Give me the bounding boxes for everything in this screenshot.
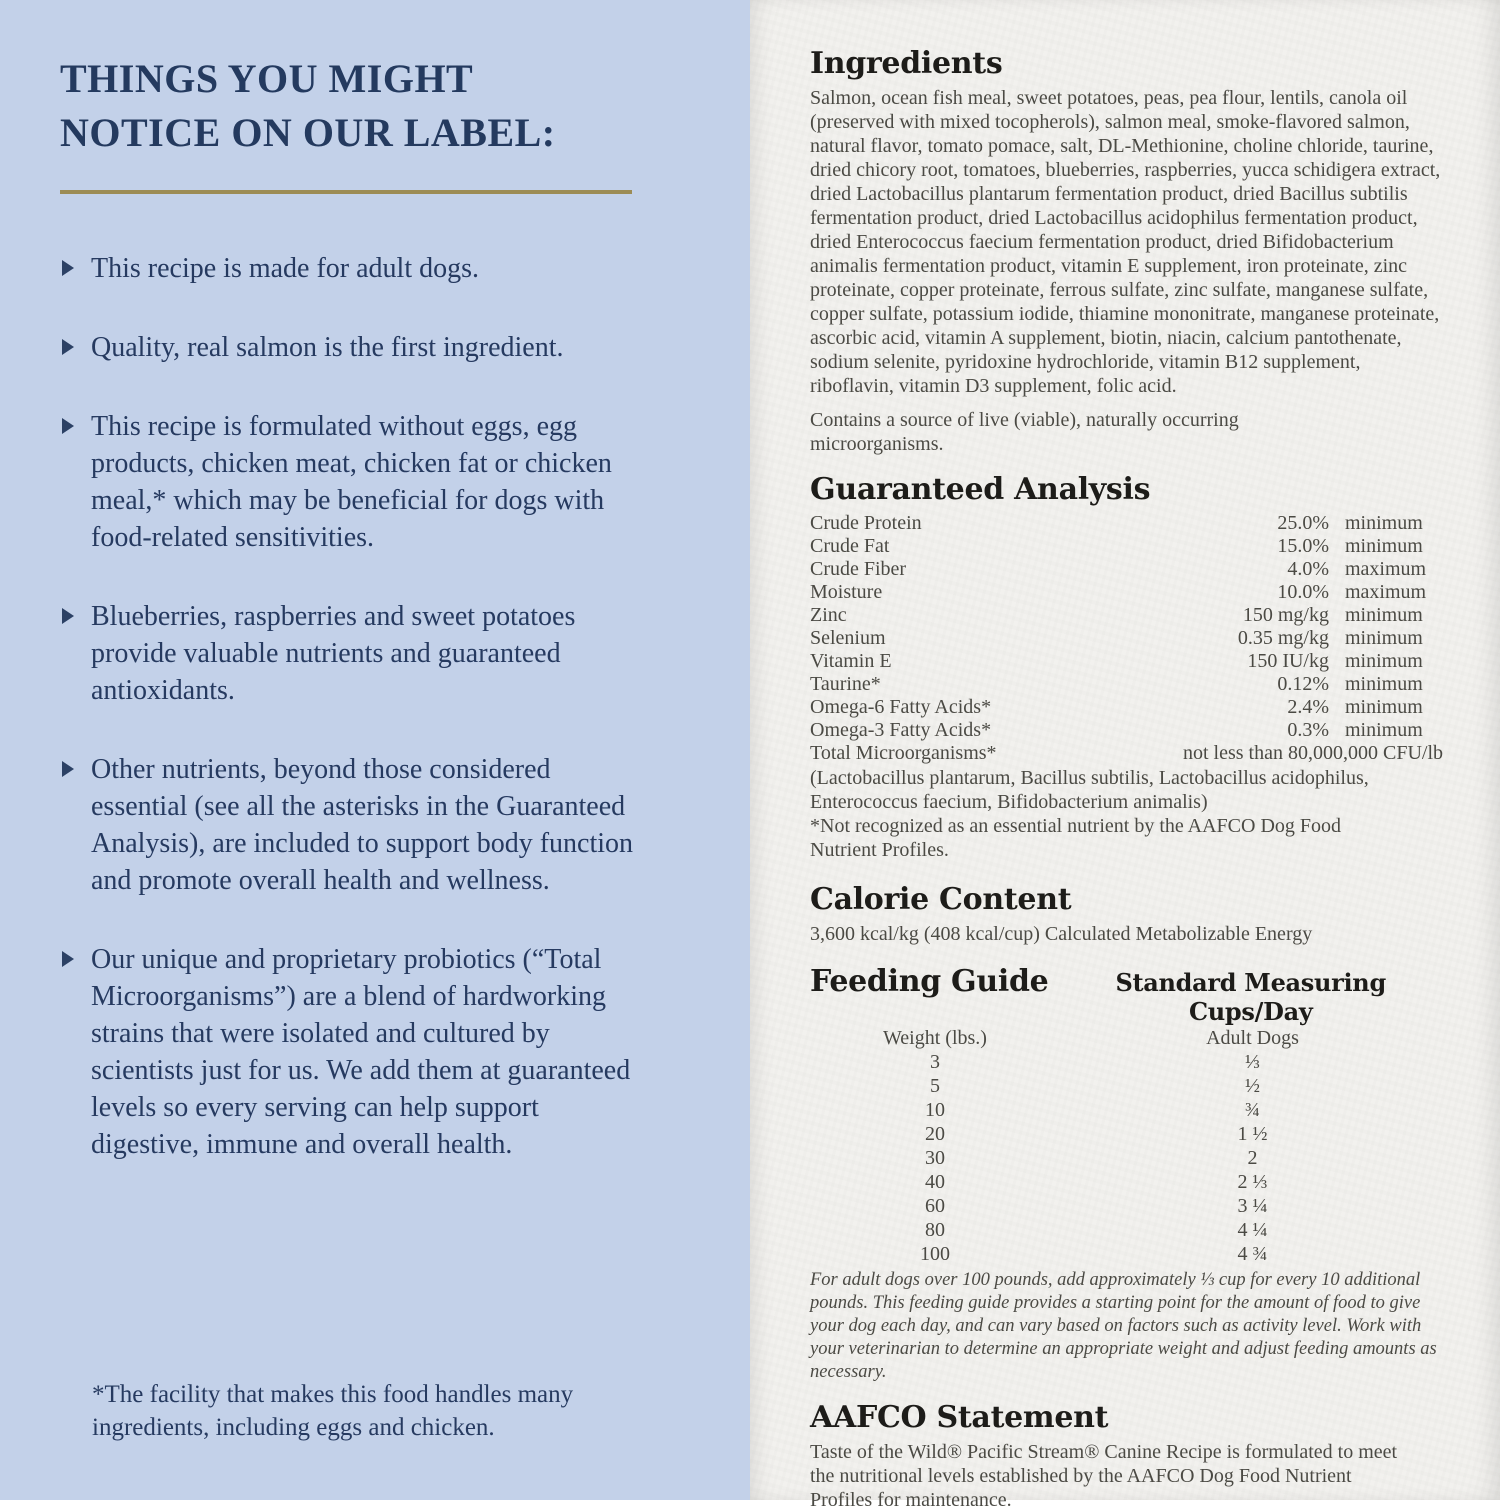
left-panel bbox=[0, 0, 750, 1500]
feeding-guide-row bbox=[810, 1050, 1445, 1074]
ga-label: Crude Protein bbox=[810, 512, 922, 534]
ga-row-microorganisms bbox=[810, 742, 1445, 765]
weight-value: 10 bbox=[925, 1099, 945, 1121]
calorie-content-section bbox=[810, 882, 1445, 946]
ga-row bbox=[810, 535, 1445, 558]
ga-qualifier: maximum bbox=[1345, 581, 1427, 603]
bullet-text: Blueberries, raspberries and sweet potatoes provide valuable nutrients and guaranteed antioxidants. bbox=[91, 601, 576, 706]
bullet-text: This recipe is formulated without eggs, egg products, chicken meat, chicken fat or chicken meal,* which may be beneficial for dogs with food-related sensitivities. bbox=[91, 411, 612, 553]
feeding-guide-heading: Feeding Guide bbox=[810, 964, 1049, 999]
ga-value: not less than 80,000,000 CFU/lb bbox=[1182, 742, 1443, 764]
bullet-text: Quality, real salmon is the first ingredient. bbox=[91, 332, 564, 363]
feeding-guide-row bbox=[810, 1074, 1445, 1098]
weight-value: 30 bbox=[925, 1147, 945, 1169]
bullet-text: This recipe is made for adult dogs. bbox=[91, 253, 480, 284]
ga-value: 150 IU/kg bbox=[1247, 650, 1329, 672]
bullet-item bbox=[60, 250, 722, 287]
feeding-guide-row bbox=[810, 1122, 1445, 1146]
weight-value: 60 bbox=[925, 1195, 945, 1217]
bullet-item bbox=[60, 941, 722, 1163]
ga-row bbox=[810, 627, 1445, 650]
ga-value: 25.0% bbox=[1277, 512, 1329, 534]
triangle-bullet-icon bbox=[62, 339, 74, 355]
calorie-content-heading: Calorie Content bbox=[810, 882, 1072, 917]
ga-qualifier: maximum bbox=[1345, 558, 1427, 580]
weight-value: 40 bbox=[925, 1171, 945, 1193]
ga-row bbox=[810, 581, 1445, 604]
bullet-item bbox=[60, 408, 722, 556]
bullet-text: Our unique and proprietary probiotics (“Total Microorganisms”) are a blend of hardworking strains that were isolated and cultured by scientists just for us. We add them at guaranteed levels so every serving can help support digestive, immune and overall health. bbox=[91, 944, 631, 1160]
ga-value: 0.12% bbox=[1277, 673, 1329, 695]
guaranteed-analysis-heading: Guaranteed Analysis bbox=[810, 472, 1151, 507]
ga-label: Omega-6 Fatty Acids* bbox=[810, 696, 992, 718]
ga-label: Taurine* bbox=[810, 673, 881, 695]
weight-value: 100 bbox=[920, 1243, 950, 1265]
ga-label: Moisture bbox=[810, 581, 883, 603]
bullet-item bbox=[60, 598, 722, 709]
ga-qualifier: minimum bbox=[1345, 604, 1423, 626]
ga-label: Crude Fat bbox=[810, 535, 890, 557]
cups-value: ¾ bbox=[1245, 1099, 1260, 1121]
ga-value: 0.3% bbox=[1287, 719, 1329, 741]
ga-row bbox=[810, 696, 1445, 719]
ga-qualifier: minimum bbox=[1345, 673, 1423, 695]
ga-row bbox=[810, 512, 1445, 535]
cups-value: 2 ⅓ bbox=[1237, 1171, 1268, 1193]
aafco-statement-section bbox=[810, 1400, 1445, 1512]
ingredients-heading: Ingredients bbox=[810, 46, 1003, 81]
ga-label: Selenium bbox=[810, 627, 886, 649]
bullet-item bbox=[60, 751, 722, 899]
ga-value: 150 mg/kg bbox=[1242, 604, 1329, 626]
cups-value: 4 ¼ bbox=[1237, 1219, 1268, 1241]
bullet-item bbox=[60, 329, 722, 366]
ga-row bbox=[810, 604, 1445, 627]
cups-value: 3 ¼ bbox=[1237, 1195, 1268, 1217]
ga-qualifier: minimum bbox=[1345, 512, 1423, 534]
aafco-statement-body: Taste of the Wild® Pacific Stream® Canine Recipe is formulated to meet the nutritional levels established by the AAFCO Dog Food Nutrient Profiles for maintenance. bbox=[810, 1441, 1398, 1511]
ingredients-body: Salmon, ocean fish meal, sweet potatoes, peas, pea flour, lentils, canola oil (preserved with mixed tocopherols), salmon meal, smoke-flavored salmon, natural flavor, tomato pomace, salt, DL-Methionine, choline chloride, taurine, dried chicory root, tomatoes, blueberries, raspberries, yucca schidigera extract, dried Lactobacillus plantarum fermentation product, dried Bacillus subtilis fermentation product, dried Lactobacillus acidophilus fermentation product, dried Enterococcus faecium fermentation product, dried Bifidobacterium animalis fermentation product, vitamin E supplement, iron proteinate, zinc proteinate, copper proteinate, ferrous sulfate, zinc sulfate, manganese sulfate, copper sulfate, potassium iodide, thiamine mononitrate, manganese proteinate, ascorbic acid, vitamin A supplement, biotin, niacin, calcium pantothenate, sodium selenite, pyridoxine hydrochloride, vitamin B12 supplement, riboflavin, vitamin D3 supplement, folic acid. bbox=[810, 87, 1441, 397]
ga-qualifier: minimum bbox=[1345, 696, 1423, 718]
triangle-bullet-icon bbox=[62, 951, 74, 967]
ga-qualifier: minimum bbox=[1345, 719, 1423, 741]
ga-value: 4.0% bbox=[1287, 558, 1329, 580]
weight-value: 3 bbox=[930, 1051, 940, 1073]
ga-value: 2.4% bbox=[1287, 696, 1329, 718]
bullet-list bbox=[60, 250, 722, 1163]
ga-row bbox=[810, 673, 1445, 696]
facility-footnote: *The facility that makes this food handles many ingredients, including eggs and chicken. bbox=[92, 1381, 574, 1441]
guaranteed-analysis-section bbox=[810, 472, 1445, 862]
ga-row bbox=[810, 558, 1445, 581]
feeding-guide-column-headers bbox=[810, 1026, 1445, 1050]
ga-value: 10.0% bbox=[1277, 581, 1329, 603]
calorie-content-body: 3,600 kcal/kg (408 kcal/cup) Calculated Metabolizable Energy bbox=[810, 923, 1313, 945]
feeding-guide-row bbox=[810, 1194, 1445, 1218]
feeding-guide-row bbox=[810, 1098, 1445, 1122]
triangle-bullet-icon bbox=[62, 418, 74, 434]
weight-value: 20 bbox=[925, 1123, 945, 1145]
title-line-2: NOTICE ON OUR LABEL: bbox=[60, 110, 556, 155]
probiotic-species-note: (Lactobacillus plantarum, Bacillus subtilis, Lactobacillus acidophilus, Enterococcus faecium, Bifidobacterium animalis) bbox=[810, 767, 1369, 813]
aafco-statement-heading: AAFCO Statement bbox=[810, 1400, 1109, 1435]
weight-column-header: Weight (lbs.) bbox=[883, 1027, 987, 1049]
feeding-guide-row bbox=[810, 1170, 1445, 1194]
ga-value: 0.35 mg/kg bbox=[1237, 627, 1329, 649]
feeding-guide-row bbox=[810, 1146, 1445, 1170]
ga-value: 15.0% bbox=[1277, 535, 1329, 557]
cups-value: 1 ½ bbox=[1237, 1123, 1268, 1145]
aafco-asterisk-note: *Not recognized as an essential nutrient by the AAFCO Dog Food Nutrient Profiles. bbox=[810, 815, 1342, 861]
bullet-text: Other nutrients, beyond those considered essential (see all the asterisks in the Guaranteed Analysis), are included to support body function and promote overall health and wellness. bbox=[91, 754, 634, 896]
triangle-bullet-icon bbox=[62, 761, 74, 777]
triangle-bullet-icon bbox=[62, 260, 74, 276]
contains-note: Contains a source of live (viable), naturally occurring microorganisms. bbox=[810, 409, 1239, 455]
feeding-guide-row bbox=[810, 1218, 1445, 1242]
cups-value: 4 ¾ bbox=[1237, 1243, 1268, 1265]
divider-rule bbox=[60, 190, 632, 194]
ga-label: Omega-3 Fatty Acids* bbox=[810, 719, 992, 741]
ga-qualifier: minimum bbox=[1345, 650, 1423, 672]
weight-value: 80 bbox=[925, 1219, 945, 1241]
feeding-guide-note: For adult dogs over 100 pounds, add approximately ⅓ cup for every 10 additional pounds. This feeding guide provides a starting point for the amount of food to give your dog each day, and can vary based on factors such as activity level. Work with your veterinarian to determine an appropriate weight and adjust feeding amounts as necessary. bbox=[810, 1270, 1437, 1382]
ingredients-section bbox=[810, 46, 1445, 456]
feeding-guide-row bbox=[810, 1242, 1445, 1266]
feeding-guide-subheading: Standard Measuring Cups/Day bbox=[1115, 968, 1386, 1026]
cups-value: 2 bbox=[1247, 1147, 1258, 1169]
cups-value: ½ bbox=[1245, 1075, 1260, 1097]
cups-value: ⅓ bbox=[1245, 1051, 1260, 1073]
feeding-guide-header bbox=[810, 964, 1445, 1026]
feeding-guide-section bbox=[810, 964, 1445, 1384]
right-panel bbox=[750, 0, 1500, 1511]
ga-qualifier: minimum bbox=[1345, 535, 1423, 557]
ga-label: Total Microorganisms* bbox=[810, 742, 997, 764]
cups-column-header: Adult Dogs bbox=[1206, 1027, 1299, 1049]
ga-label: Zinc bbox=[810, 604, 847, 626]
weight-value: 5 bbox=[930, 1075, 940, 1097]
triangle-bullet-icon bbox=[62, 608, 74, 624]
ga-qualifier: minimum bbox=[1345, 627, 1423, 649]
ga-row bbox=[810, 719, 1445, 742]
ga-label: Vitamin E bbox=[810, 650, 892, 672]
ga-label: Crude Fiber bbox=[810, 558, 907, 580]
ga-row bbox=[810, 650, 1445, 673]
page-title bbox=[60, 52, 722, 160]
title-line-1: THINGS YOU MIGHT bbox=[60, 56, 474, 101]
